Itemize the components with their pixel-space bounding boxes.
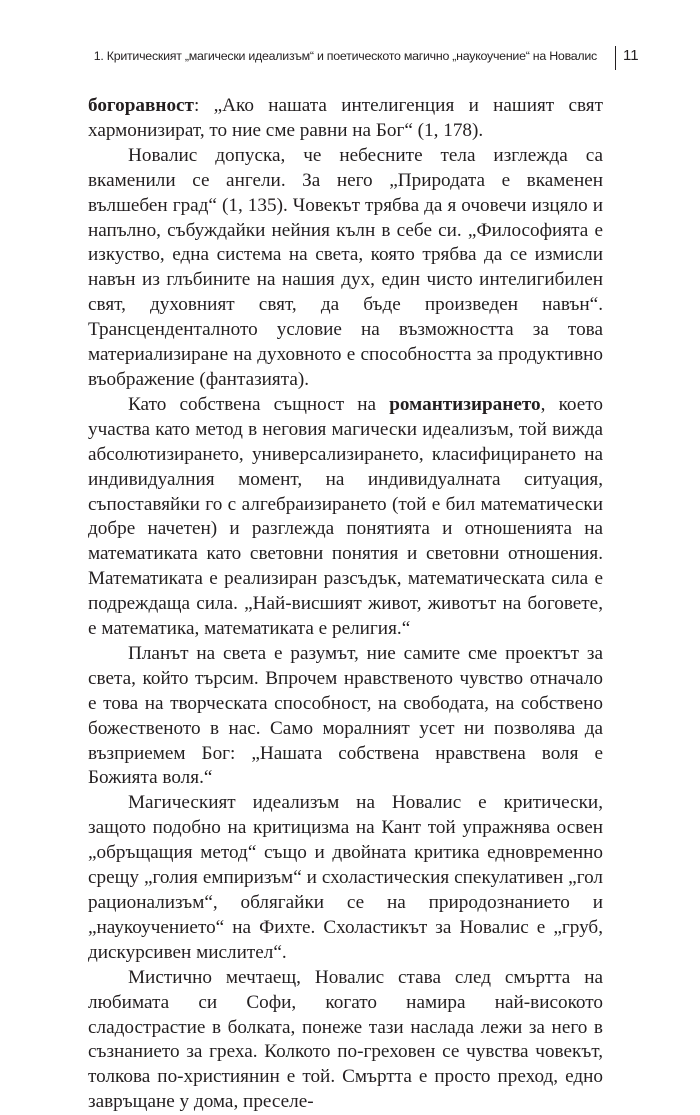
- paragraph-3-lead: Като собствена същност на: [128, 393, 390, 415]
- paragraph-2: Новалис допуска, че небесните тела изглежда са вкаменили се ангели. За него „Природата е вкаменен вълшебен град“ (1, 135). Човекът трябва да я очовечи изцяло и напълно, събуждайки нейния кълн в себе си. „Философията е изкуство, една система на света, която трябва да се измисли навън из глъбините на нашия дух, един чисто интелигибилен свят, духовният свят, да бъде произведен навън“. Трансценденталното условие на възможността за това материализиране на духовното е способността за продуктивно въображение (фантазията).: [88, 144, 603, 390]
- body-text: [88, 94, 603, 1115]
- header-divider: [615, 46, 616, 70]
- paragraph-5: Магическият идеализъм на Новалис е критически, защото подобно на критицизма на Кант той упражнява освен „обръщащия метод“ също и двойната критика едновременно срещу „голия емпиризъм“ и схоластическия спекулативен „гол рационализъм“, облягайки се на природознанието и „наукоучението“ на Фихте. Схоластикът за Новалис е „груб, дискурсивен мислител“.: [88, 792, 603, 963]
- paragraph-1: [88, 94, 603, 144]
- paragraph-3: [88, 393, 603, 642]
- paragraph-6: Мистично мечтаещ, Новалис става след смъртта на любимата си Софи, когато намира най-високото сладострастие в болката, понеже тази наслада лежи за него в съзнанието за греха. Колкото по-греховен се чувства човекът, толкова по-християнин е той. Смъртта е просто преход, едно завръщане у дома, преселе-: [88, 966, 603, 1113]
- page-number: 11: [623, 47, 639, 64]
- paragraph-3-text: , което участва като метод в неговия магически идеализъм, той вижда абсолютизирането, универсализирането, класифицирането на индивидуалния момент, на индивидуалната ситуация, съпоставяйки го с алгебраизирането (той е бил математически добре начетен) и разглежда понятията и отношенията на математиката като световни понятия и световни отношения. Математиката е реализиран разсъдък, математическата сила е подреждаща сила. „Най-висшият живот, животът на боговете, е математика, математиката е религия.“: [88, 393, 603, 640]
- running-head: [88, 46, 663, 70]
- bold-term-godlikeness: богоравност: [88, 95, 194, 116]
- running-title: 1. Критическият „магически идеализъм“ и поетическото магично „наукоучение“ на Новалис: [93, 49, 597, 63]
- paragraph-1-text: : „Ако нашата интелигенция и нашият свят хармонизират, то ние сме равни на Бог“ (1, 178).: [88, 95, 603, 141]
- paragraph-4: Планът на света е разумът, ние самите сме проектът за света, който търсим. Впрочем нравственото чувство отначало е това на творческата способност, на свободата, на собствено божественото в нас. Само моралният усет ни позволява да възприемем Бог: „Нашата собствена нравствена воля е Божията воля.“: [88, 642, 603, 789]
- bold-term-romanticizing: романтизирането: [389, 393, 541, 415]
